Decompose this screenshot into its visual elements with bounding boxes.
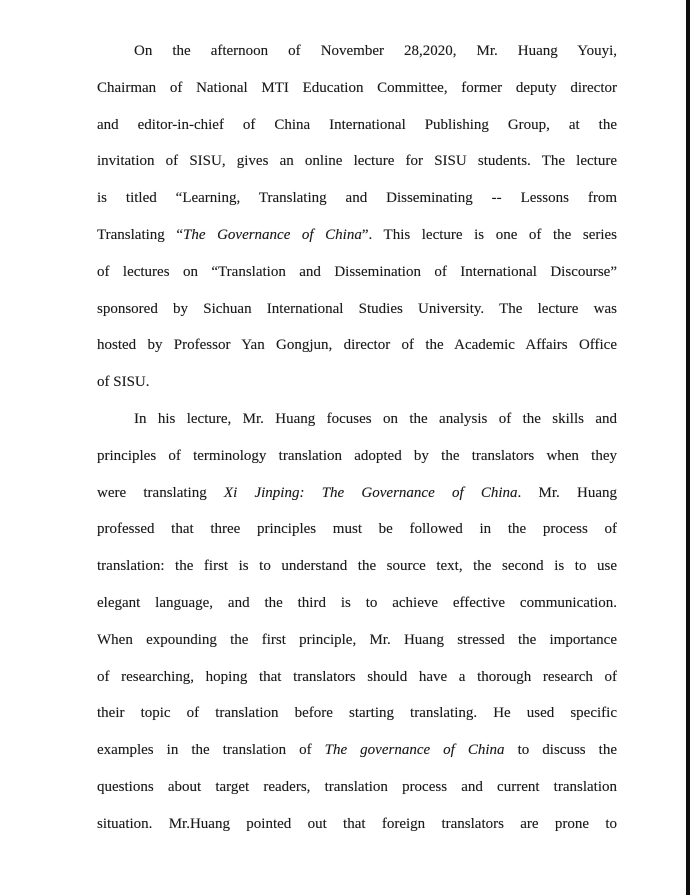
text-line bbox=[97, 70, 617, 107]
text-line bbox=[97, 659, 617, 696]
text-run: were translating bbox=[97, 484, 224, 501]
text-run: Translating “ bbox=[97, 226, 184, 243]
text-run: sponsored by Sichuan International Studies University. The lecture was bbox=[97, 300, 617, 317]
text-run: . Mr. Huang bbox=[517, 484, 617, 501]
text-run: invitation of SISU, gives an online lecture for SISU students. The lecture bbox=[97, 153, 617, 170]
text-run: elegant language, and the third is to achieve effective communication. bbox=[97, 594, 617, 611]
text-line bbox=[97, 217, 617, 254]
text-line bbox=[97, 438, 617, 475]
text-run: of researching, hoping that translators should have a thorough research of bbox=[97, 668, 617, 685]
paragraph bbox=[97, 401, 617, 843]
text-line bbox=[97, 254, 617, 291]
text-run: their topic of translation before starting translating. He used specific bbox=[97, 705, 617, 722]
italic-book-title: Xi Jinping: The Governance of China bbox=[223, 484, 518, 501]
text-run: is titled “Learning, Translating and Disseminating -- Lessons from bbox=[97, 190, 617, 207]
text-run: to discuss the bbox=[504, 742, 617, 759]
text-run: questions about target readers, translation process and current translation bbox=[97, 778, 617, 795]
text-run: situation. Mr.Huang pointed out that foreign translators are prone to bbox=[97, 815, 617, 832]
text-line bbox=[97, 107, 617, 144]
text-line bbox=[97, 732, 617, 769]
text-line bbox=[97, 291, 617, 328]
text-line bbox=[97, 143, 617, 180]
text-line bbox=[97, 806, 617, 843]
text-run: When expounding the first principle, Mr. Huang stressed the importance bbox=[97, 631, 617, 648]
text-run: principles of terminology translation adopted by the translators when they bbox=[97, 447, 617, 464]
text-line bbox=[97, 695, 617, 732]
text-line bbox=[97, 622, 617, 659]
text-run: and editor-in-chief of China International Publishing Group, at the bbox=[97, 116, 617, 133]
paragraph bbox=[97, 33, 617, 401]
text-line bbox=[97, 33, 617, 70]
italic-book-title: The governance of China bbox=[324, 742, 505, 759]
text-run: of SISU. bbox=[97, 374, 150, 391]
text-line bbox=[97, 180, 617, 217]
text-run: examples in the translation of bbox=[97, 742, 325, 759]
text-run: In his lecture, Mr. Huang focuses on the analysis of the skills and bbox=[134, 410, 617, 427]
text-line bbox=[97, 364, 617, 401]
text-run: of lectures on “Translation and Dissemination of International Discourse” bbox=[97, 263, 617, 280]
italic-book-title: The Governance of China bbox=[183, 226, 362, 243]
text-line bbox=[97, 769, 617, 806]
text-run: translation: the first is to understand the source text, the second is to use bbox=[97, 558, 617, 575]
text-line bbox=[97, 585, 617, 622]
text-line bbox=[97, 511, 617, 548]
text-column bbox=[97, 33, 617, 843]
text-run: professed that three principles must be followed in the process of bbox=[97, 521, 617, 538]
text-line bbox=[97, 548, 617, 585]
text-run: hosted by Professor Yan Gongjun, director of the Academic Affairs Office bbox=[97, 337, 617, 354]
text-run: Chairman of National MTI Education Committee, former deputy director bbox=[97, 79, 617, 96]
text-line bbox=[97, 475, 617, 512]
text-run: ”. This lecture is one of the series bbox=[361, 226, 617, 243]
text-line bbox=[97, 327, 617, 364]
text-line bbox=[97, 401, 617, 438]
page-right-border bbox=[686, 0, 690, 895]
text-run: On the afternoon of November 28,2020, Mr. Huang Youyi, bbox=[134, 43, 617, 59]
